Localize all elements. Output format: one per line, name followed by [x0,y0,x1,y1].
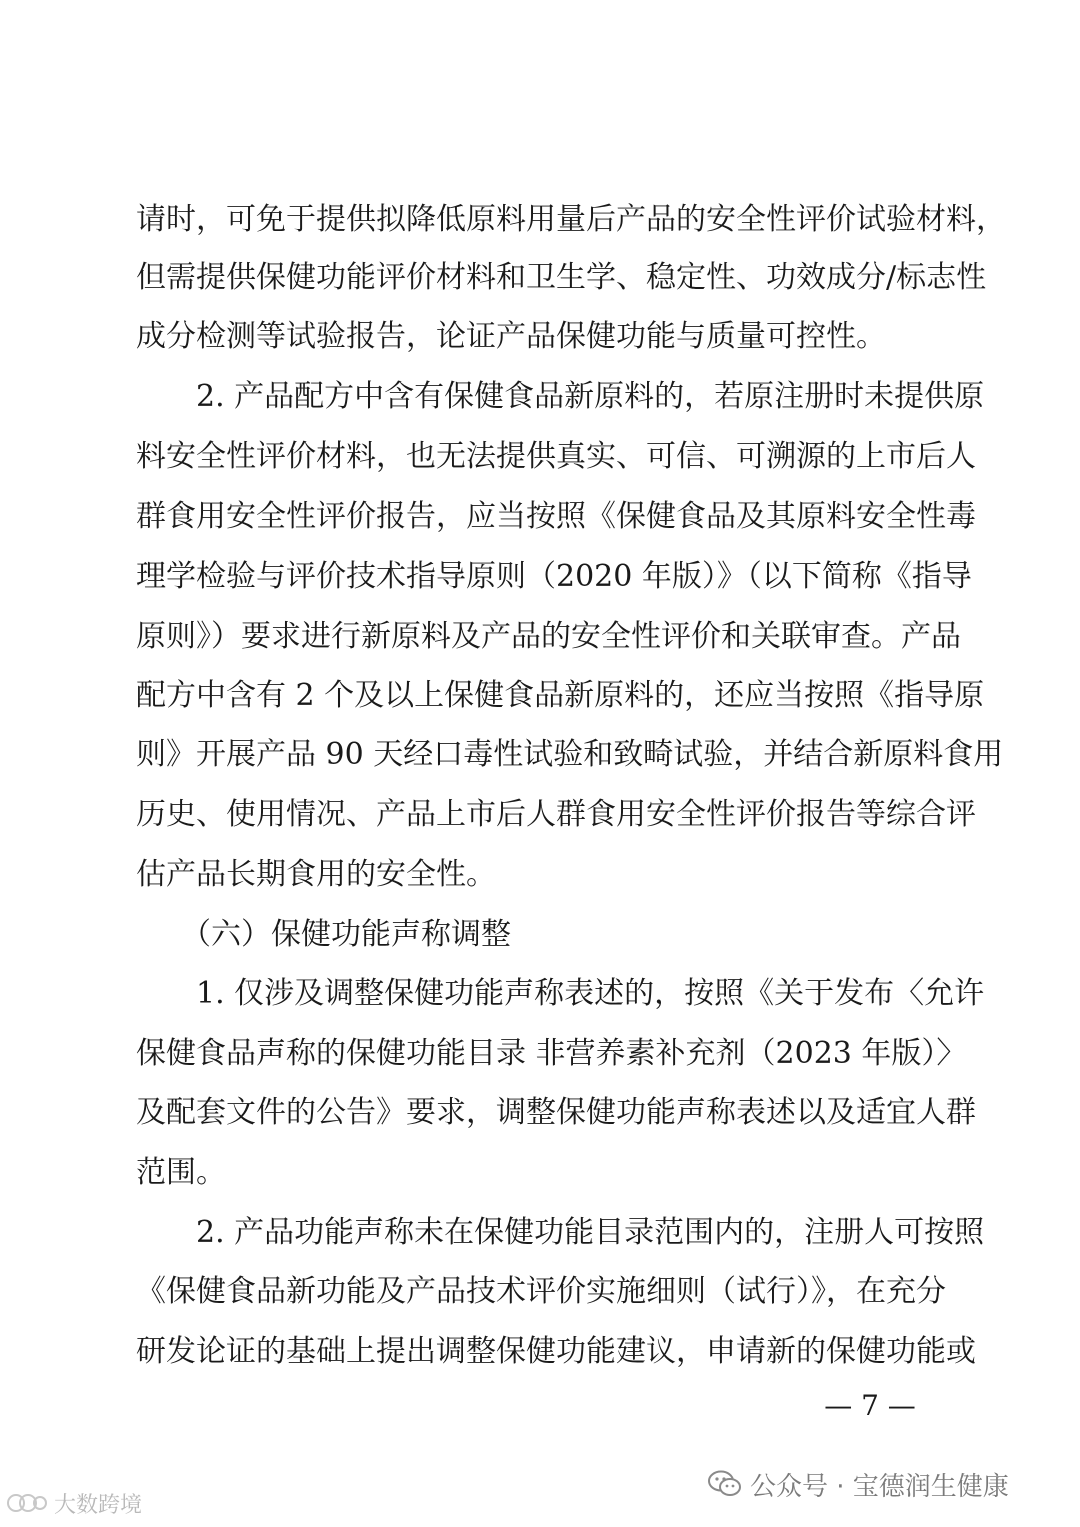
body-line: 2. 产品功能声称未在保健功能目录范围内的，注册人可按照 [136,1215,985,1250]
page-number: — 7 — [824,1389,916,1422]
body-line: 但需提供保健功能评价材料和卫生学、稳定性、功效成分/标志性 [136,260,987,295]
body-line: 配方中含有 2 个及以上保健食品新原料的，还应当按照《指导原 [136,678,985,713]
body-line: 估产品长期食用的安全性。 [136,857,496,892]
body-line: 理学检验与评价技术指导原则（2020 年版）》（以下简称《指导 [136,559,972,594]
body-line: 保健食品声称的保健功能目录 非营养素补充剂（2023 年版）〉 [136,1036,967,1071]
wechat-watermark [708,1464,1009,1504]
body-line: 成分检测等试验报告，论证产品保健功能与质量可控性。 [136,319,886,354]
body-line: 《保健食品新功能及产品技术评价实施细则（试行）》，在充分 [136,1274,946,1309]
body-line: 及配套文件的公告》要求，调整保健功能声称表述以及适宜人群 [136,1095,976,1130]
source-watermark [6,1488,142,1518]
body-line: 2. 产品配方中含有保健食品新原料的，若原注册时未提供原 [136,379,985,414]
source-watermark-label: 大数跨境 [54,1492,143,1518]
body-line: 群食用安全性评价报告，应当按照《保健食品及其原料安全性毒 [136,499,976,534]
body-line: 研发论证的基础上提出调整保健功能建议，申请新的保健功能或 [136,1334,976,1369]
body-line: 范围。 [136,1155,226,1190]
body-line: 请时，可免于提供拟降低原料用量后产品的安全性评价试验材料， [136,202,1006,237]
source-logo-icon [6,1491,50,1515]
wechat-icon [708,1470,742,1498]
section-heading: （六）保健功能声称调整 [136,917,511,952]
body-line: 料安全性评价材料，也无法提供真实、可信、可溯源的上市后人 [136,439,976,474]
body-line: 则》开展产品 90 天经口毒性试验和致畸试验，并结合新原料食用 [136,737,1004,772]
body-line: 原则》）要求进行新原料及产品的安全性评价和关联审查。产品 [136,619,961,654]
body-line: 1. 仅涉及调整保健功能声称表述的，按照《关于发布〈允许 [136,976,985,1011]
wechat-account-label: 公众号 · 宝德润生健康 [750,1471,1009,1502]
body-line: 历史、使用情况、产品上市后人群食用安全性评价报告等综合评 [136,797,976,832]
